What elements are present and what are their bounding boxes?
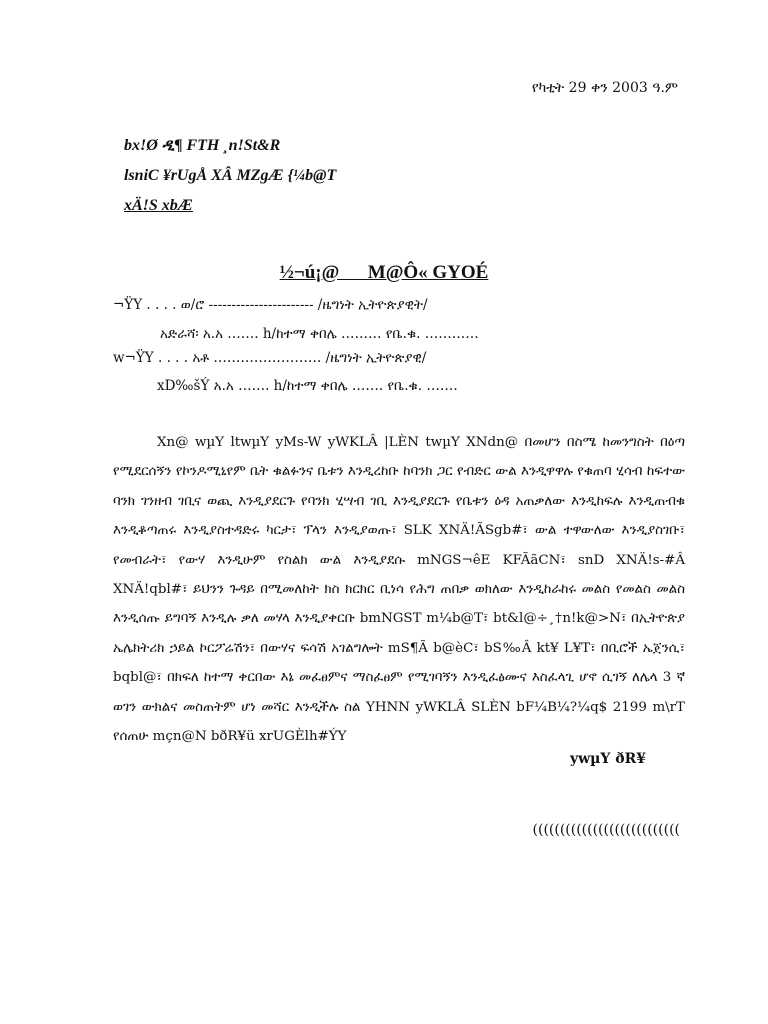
body-paragraph: [113, 428, 685, 751]
recipient-line-1: bx!Ø ዲ¶ FTH ¸n!St&R: [124, 137, 281, 154]
grantee-address: xD‰šÝ አ.አ ……. h/ከተማ ቀበሌ ……. የቤ.ቁ. …….: [157, 378, 458, 394]
document-date: የካቲት 29 ቀን 2003 ዓ.ም: [531, 80, 678, 96]
grantor-line: ¬ŸY . . . . ወ/ሮ ----------------------- /ዜግነት ኢትዮጵያዊት/: [113, 297, 428, 313]
recipient-line-3: xÄ!S xbÆ: [124, 197, 193, 214]
grantee-line: w¬ŸY . . . . አቶ …………………… /ዜግነት ኢትዮጵያዊ/: [113, 350, 427, 366]
grantor-address: አድራሻ፡ አ.አ ……. h/ከተማ ቀበሌ ……… የቤ.ቁ. …………: [160, 326, 479, 342]
body-text: Xn@ wµY ltwµY yMs-W yWKLÂ |LÈN twµY XNdn@ በመሆን በስሜ ከመንግስት በዕጣ የሚደርሰኝን የኮንዶሚኒየም ቤት ቁልፉንና ቤቱን እንዲረከቡ ከባንክ ጋር የብድር ውል እንዲዋዋሉ የቁጠባ ሂሳብ ከፍተው ባንክ ገንዘብ ገቢና ወጪ እንዲያደርጉ የባንክ ሂሣብ ገቢ እንዲያደርጉ የቤቱን ዕዳ አጠቃለው እንዲከፍሉ እንዲጠብቁ እንዲቆጣጠሩ እንዲያስተዳድሩ ካርታ፣ ፕላን እንዲያወጡ፣ SLK XNÄ!ÃSgb#፣ ውል ተዋውለው እንዲያስገቡ፣ የመብራት፣ የውሃ እንዲሁም የስልክ ውል እንዲያደሱ mNGS¬êE KFÃãCN፣ snD XNÄ!s-#Â XNÄ!qbl#፣ ይህንን ጉዳይ በሚመለከት ክስ ክርክር ቢነሳ የሕግ ጠበቃ ወክለው እንዲከራከሩ መልስ የመልስ መልስ እንዲሰጡ ይግባኝ እንዲሉ ቃለ መሃላ እንዲያቀርቡ bmNGST m¼b@T፣ bt&l@÷¸†n!k@>N፣ በኢትዮጵያ ኤሌክትሪክ ኃይል ኮርፖሬሽን፣ በውሃና ፍሳሽ አገልግሎት mS¶Ã b@èC፣ bS‰Â kt¥ L¥T፣ በቢሮች ኤጀንሲ፣ bqbl@፣ በክፍለ ከተማ ቀርበው እኔ መፈፀምና ማስፈፀም የሚገባኝን እንዲፈፅሙና እስፈላጊ ሆኖ ሲገኝ ለሌላ 3 ኛ ወገን ውክልና መስጠትም ሆነ መሻር እንዲችሉ ስል YHNN yWKLÂ SLÈN bF¼B¼?¼q$ 2199 m\rT የሰጠሁ mçn@N bðR¥ü xrUGÈlh#ÝY: [113, 435, 685, 745]
recipient-line-2: lsniC ¥rUgÅ XÂ MZgÆ {¼b@T: [124, 167, 337, 184]
signature-label: ywµY ðR¥: [569, 751, 646, 767]
document-title: ½¬ú¡@ M@Ô« GYOÉ: [279, 262, 489, 283]
signature-marks: (((((((((((((((((((((((((((: [532, 822, 680, 838]
